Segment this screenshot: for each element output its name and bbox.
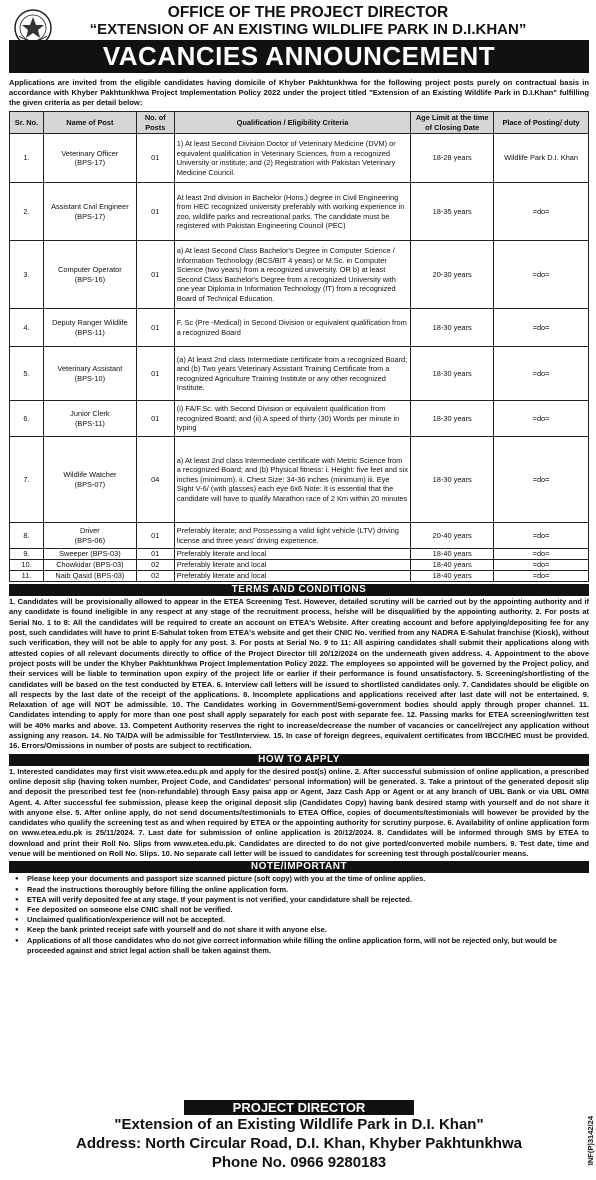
office-title: OFFICE OF THE PROJECT DIRECTOR bbox=[167, 4, 449, 21]
col-header-post: Name of Post bbox=[43, 112, 136, 134]
post-cell bbox=[43, 437, 136, 523]
notes-title: NOTE/IMPORTANT bbox=[9, 861, 589, 873]
terms-title: TERMS AND CONDITIONS bbox=[9, 584, 589, 596]
table-row bbox=[10, 401, 589, 437]
posts-cell: 02 bbox=[136, 560, 174, 571]
place-cell: =do= bbox=[494, 549, 589, 560]
post-cell bbox=[43, 309, 136, 347]
qualification-cell: a) At least Second Class Bachelor's Degree in Computer Science / Information Technology (BCS/BIT 4 years) or M.Sc. in Computer Science (two years) from a recognized university. OR b) at least Second Class Bachelor's Degree from a recognized University with one year Diploma in Information Technology (IT) from a recognized Board of Technical Education. bbox=[174, 241, 411, 309]
reference-number: INF(P)3142/24 bbox=[586, 1116, 595, 1166]
posts-cell: 01 bbox=[136, 549, 174, 560]
note-item: ● Fee deposited on someone else CNIC shall not be verified. bbox=[9, 905, 589, 915]
vacancies-banner: VACANCIES ANNOUNCEMENT bbox=[9, 40, 589, 73]
posts-cell: 01 bbox=[136, 134, 174, 183]
place-cell: =do= bbox=[494, 183, 589, 241]
qualification-cell: (a) At least 2nd class Intermediate certificate from a recognized Board; and (b) Two years Veterinary Assistant Training Certificate from a recognized Agriculture Training Institute or any other recognized Institute. bbox=[174, 347, 411, 401]
sr-cell: 5. bbox=[10, 347, 44, 401]
age-cell: 18-40 years bbox=[411, 560, 494, 571]
posts-cell: 04 bbox=[136, 437, 174, 523]
age-cell: 18-30 years bbox=[411, 437, 494, 523]
age-cell: 18-30 years bbox=[411, 347, 494, 401]
qualification-cell: Preferably literate; and Possessing a valid light vehicle (LTV) driving license and three years' driving experience. bbox=[174, 523, 411, 549]
note-item: ● Keep the bank printed receipt safe with yourself and do not share it with anyone else. bbox=[9, 925, 589, 935]
post-name: Driver bbox=[80, 526, 100, 536]
qualification-cell: F. Sc (Pre -Medical) in Second Division or equivalent qualification from a recognized Board bbox=[174, 309, 411, 347]
posts-cell: 01 bbox=[136, 183, 174, 241]
notes-list bbox=[9, 874, 589, 956]
note-item: ● Read the instructions thoroughly before filling the online application form. bbox=[9, 885, 589, 895]
post-cell bbox=[43, 401, 136, 437]
age-cell: 18-40 years bbox=[411, 549, 494, 560]
sr-cell: 6. bbox=[10, 401, 44, 437]
project-title: “EXTENSION OF AN EXISTING WILDLIFE PARK IN D.I.KHAN” bbox=[89, 21, 527, 38]
place-cell: =do= bbox=[494, 347, 589, 401]
posts-cell: 01 bbox=[136, 523, 174, 549]
footer bbox=[9, 1100, 589, 1180]
age-cell: 20-30 years bbox=[411, 241, 494, 309]
place-cell: =do= bbox=[494, 571, 589, 582]
place-cell: =do= bbox=[494, 309, 589, 347]
col-header-qualification: Qualification / Eligibility Criteria bbox=[174, 112, 411, 134]
header bbox=[9, 4, 589, 74]
age-cell: 18-30 years bbox=[411, 401, 494, 437]
sr-cell: 3. bbox=[10, 241, 44, 309]
sr-cell: 7. bbox=[10, 437, 44, 523]
post-cell: Naib Qasid (BPS-03) bbox=[43, 571, 136, 582]
age-cell: 18-40 years bbox=[411, 571, 494, 582]
qualification-cell: a) At least 2nd class Intermediate certificate with Metric Science from a recognized Board; and (b) Physical fitness: i. Height: five feet and six inches (minimum). ii. Chest Size: 34-36 inches (minimum) iii. Eye Sight V-6/ (with glasses) each eye 6x6 Note: It is essential that the candidate will have to qualify Marathon race of 2 Km within 20 minutes bbox=[174, 437, 411, 523]
place-cell: Wildlife Park D.I. Khan bbox=[494, 134, 589, 183]
post-name: Veterinary Officer bbox=[61, 148, 119, 158]
table-row bbox=[10, 134, 589, 183]
col-header-sr: Sr. No. bbox=[10, 112, 44, 134]
post-name: Deputy Ranger Wildlife bbox=[52, 318, 128, 328]
footer-title: PROJECT DIRECTOR bbox=[184, 1100, 414, 1115]
place-cell: =do= bbox=[494, 560, 589, 571]
post-bps: (BPS-17) bbox=[74, 158, 106, 168]
posts-cell: 01 bbox=[136, 347, 174, 401]
note-item: ● Applications of all those candidates who do not give correct information while filling the online application form, will not be rejected only, but would be proceeded against and strict legal action shall be taken against them. bbox=[9, 936, 589, 956]
note-item: ● Unclaimed qualification/experience will not be accepted. bbox=[9, 915, 589, 925]
age-cell: 18-30 years bbox=[411, 309, 494, 347]
age-cell: 20-40 years bbox=[411, 523, 494, 549]
sr-cell: 4. bbox=[10, 309, 44, 347]
note-item: ● ETEA will verify deposited fee at any stage. If your payment is not verified, your candidature shall be rejected. bbox=[9, 895, 589, 905]
qualification-cell: (i) FA/F.Sc. with Second Division or equivalent qualification from recognized Board; and (ii) A speed of thirty (30) Words per minute in typing bbox=[174, 401, 411, 437]
post-name: Computer Operator bbox=[58, 265, 122, 275]
intro-paragraph: Applications are invited from the eligible candidates having domicile of Khyber Pakhtunkhwa for the following project posts purely on contractual basis in accordance with Khyber Pakhtunkhwa Project Implementation Policy 2022 under the project titled "Extension of an Existing Wildlife Park in D.I.Khan" fulfilling the given criteria as per detail below: bbox=[9, 78, 589, 107]
age-cell: 18-35 years bbox=[411, 183, 494, 241]
posts-cell: 01 bbox=[136, 309, 174, 347]
table-row bbox=[10, 571, 589, 582]
post-name: Wildlife Watcher bbox=[63, 470, 117, 480]
sr-cell: 8. bbox=[10, 523, 44, 549]
age-cell: 18-28 years bbox=[411, 134, 494, 183]
post-bps: (BPS-17) bbox=[74, 211, 106, 221]
terms-text: 1. Candidates will be provisionally allowed to appear in the ETEA Screening Test. However, detailed scrutiny will be carried out by the appointing authority and if any candidate is found ineligible in any respect at any stage of the recruitment process, he/she will be disqualified by the appointing authority. 2. For posts at Serial No. 1 to 8: All the candidates will be required to create an account on ETEA's Website. After creating account and before applying/depositing fee for any post, such candidates will have to print E-Sahulat token from ETEA's website and get their CNIC No. verified from any NADRA E-Sahulat franchise (Kiosk), without such verification, they will not be able to apply for any post. 3. For posts at Serial No. 9 to 11: All aspiring candidates shall submit their applications along with attested copies of all relevant documents directly to office of the Project Director till 20/12/2024 on the underneath given address. 4. Appointment to the above project posts will be under the Khyber Pakhtunkhwa Project Implementation Policy 2022. The employees so appointed will be governed by the Project policy, and their services will be liable to termination upon expiry of the project life or earlier if their performance is found unsatisfactory. 5. Screening/shortlisting of the candidates will be based on the test conducted by ETEA. 6. Interview call letters will be issued to shortlisted candidates only. 7. Candidates should be eligible on all respects by the last date of the receipt of the applications. 8. Incomplete applications and applications received after last date will not be entertained. 9. Relaxation of age will NOT be admissible. 10. The Candidates working in Government/Semi-government bodies should apply through proper channel. 11. Candidates intending to apply for more than one post shall apply separately for each post with separate fee. 12. Passing marks for ETEA screening/written test will be 40% marks and above. 13. Competent Authority reserves the right to increase/decrease the number of vacancies or cancel/reject any application without assigning any reason. 14. No TA/DA will be admissible for Test/Interview. 15. In case of foreign degrees, equivalent certificates from IBCC/HEC must be provided. 16. Errors/Omissions in number of posts are subject to rectification. bbox=[9, 597, 589, 751]
post-cell bbox=[43, 347, 136, 401]
note-item: ● Please keep your documents and passport size scanned picture (soft copy) with you at the time of online applies. bbox=[9, 874, 589, 884]
qualification-cell: Preferably literate and local bbox=[174, 560, 411, 571]
place-cell: =do= bbox=[494, 241, 589, 309]
vacancies-table-body bbox=[10, 134, 589, 582]
post-bps: (BPS-07) bbox=[74, 479, 106, 489]
qualification-cell: 1) At least Second Division Doctor of Veterinary Medicine (DVM) or equivalent qualification in Veterinary Sciences, from a recognized University or institute; and (2) Registration with Pakistan Veterinary Medicine Council. bbox=[174, 134, 411, 183]
how-to-apply-title: HOW TO APPLY bbox=[9, 754, 589, 766]
post-name: Junior Clerk bbox=[70, 409, 110, 419]
vacancies-table bbox=[9, 111, 589, 582]
post-cell bbox=[43, 241, 136, 309]
table-row bbox=[10, 560, 589, 571]
post-bps: (BPS-11) bbox=[74, 327, 105, 337]
post-name: Assistant Civil Engineer bbox=[51, 202, 129, 212]
sr-cell: 11. bbox=[10, 571, 44, 582]
post-cell bbox=[43, 183, 136, 241]
posts-cell: 01 bbox=[136, 241, 174, 309]
post-bps: (BPS-11) bbox=[74, 418, 105, 428]
col-header-age: Age Limit at the time of Closing Date bbox=[411, 112, 494, 134]
qualification-cell: Preferably literate and local bbox=[174, 571, 411, 582]
post-bps: (BPS-16) bbox=[74, 274, 106, 284]
post-cell: Sweeper (BPS-03) bbox=[43, 549, 136, 560]
table-row bbox=[10, 347, 589, 401]
table-row bbox=[10, 183, 589, 241]
table-row bbox=[10, 549, 589, 560]
table-row bbox=[10, 241, 589, 309]
footer-project: "Extension of an Existing Wildlife Park in D.I. Khan" bbox=[114, 1116, 484, 1133]
col-header-place: Place of Posting/ duty bbox=[494, 112, 589, 134]
footer-address: Address: North Circular Road, D.I. Khan, Khyber Pakhtunkhwa bbox=[76, 1135, 522, 1152]
post-bps: (BPS-10) bbox=[74, 373, 106, 383]
place-cell: =do= bbox=[494, 437, 589, 523]
post-cell: Chowkidar (BPS-03) bbox=[43, 560, 136, 571]
post-name: Veterinary Assistant bbox=[57, 364, 123, 374]
post-bps: (BPS-06) bbox=[74, 535, 106, 545]
post-cell bbox=[43, 134, 136, 183]
footer-phone: Phone No. 0966 9280183 bbox=[211, 1154, 387, 1171]
place-cell: =do= bbox=[494, 401, 589, 437]
table-header-row bbox=[10, 112, 589, 134]
posts-cell: 02 bbox=[136, 571, 174, 582]
sr-cell: 9. bbox=[10, 549, 44, 560]
post-cell bbox=[43, 523, 136, 549]
posts-cell: 01 bbox=[136, 401, 174, 437]
sr-cell: 2. bbox=[10, 183, 44, 241]
table-row bbox=[10, 437, 589, 523]
how-to-apply-text: 1. Interested candidates may first visit www.etea.edu.pk and apply for the desired post(s) online. 2. After successful submission of online application, a prescribed online deposit slip (having token number, Project Code, and Candidates' personal information) will be generated. 3. Take a printout of the generated deposit slip and deposit the prescribed test fee (non-refundable) through Easy paisa app or Agent, Jazz Cash App or Agent or at any branch of UBL Bank or via UBL OMNI Agent. 4. After successful fee submission, please keep the original deposit slip (Candidates Copy) having bank desired stamp with yourself and do not share it with anyone else. 5. After online apply, do not send documents/testimonials to ETEA Office, copies of documents/testimonials will however be provided by the candidates who qualify the screening test as and when required by ETEA or the appointing authority for scrutiny purpose. 6. Availability of online application form on www.etea.edu.pk is 25/11/2024. 7. Last date for submission of online application is 20/12/2024. 8. Candidates will be informed through SMS by ETEA to download and print their Roll No. Slips from www.etea.edu.pk. Candidates are directed to do not give ported/converted mobile numbers. 9. Test date, time and venue will be mentioned on Roll No. Slips. 10. No separate call letter will be issued to candidates for screening test through postal/courier means. bbox=[9, 766, 589, 859]
sr-cell: 1. bbox=[10, 134, 44, 183]
table-row bbox=[10, 309, 589, 347]
place-cell: =do= bbox=[494, 523, 589, 549]
col-header-posts: No. of Posts bbox=[136, 112, 174, 134]
qualification-cell: Preferably literate and local bbox=[174, 549, 411, 560]
qualification-cell: At least 2nd division in Bachelor (Hons.) degree in Civil Engineering from HEC recognized university preferably with working experience in zoo, wildlife parks and recreational parks. The candidate must be registered with Pakistan Engineering Council (PEC) bbox=[174, 183, 411, 241]
sr-cell: 10. bbox=[10, 560, 44, 571]
table-row bbox=[10, 523, 589, 549]
